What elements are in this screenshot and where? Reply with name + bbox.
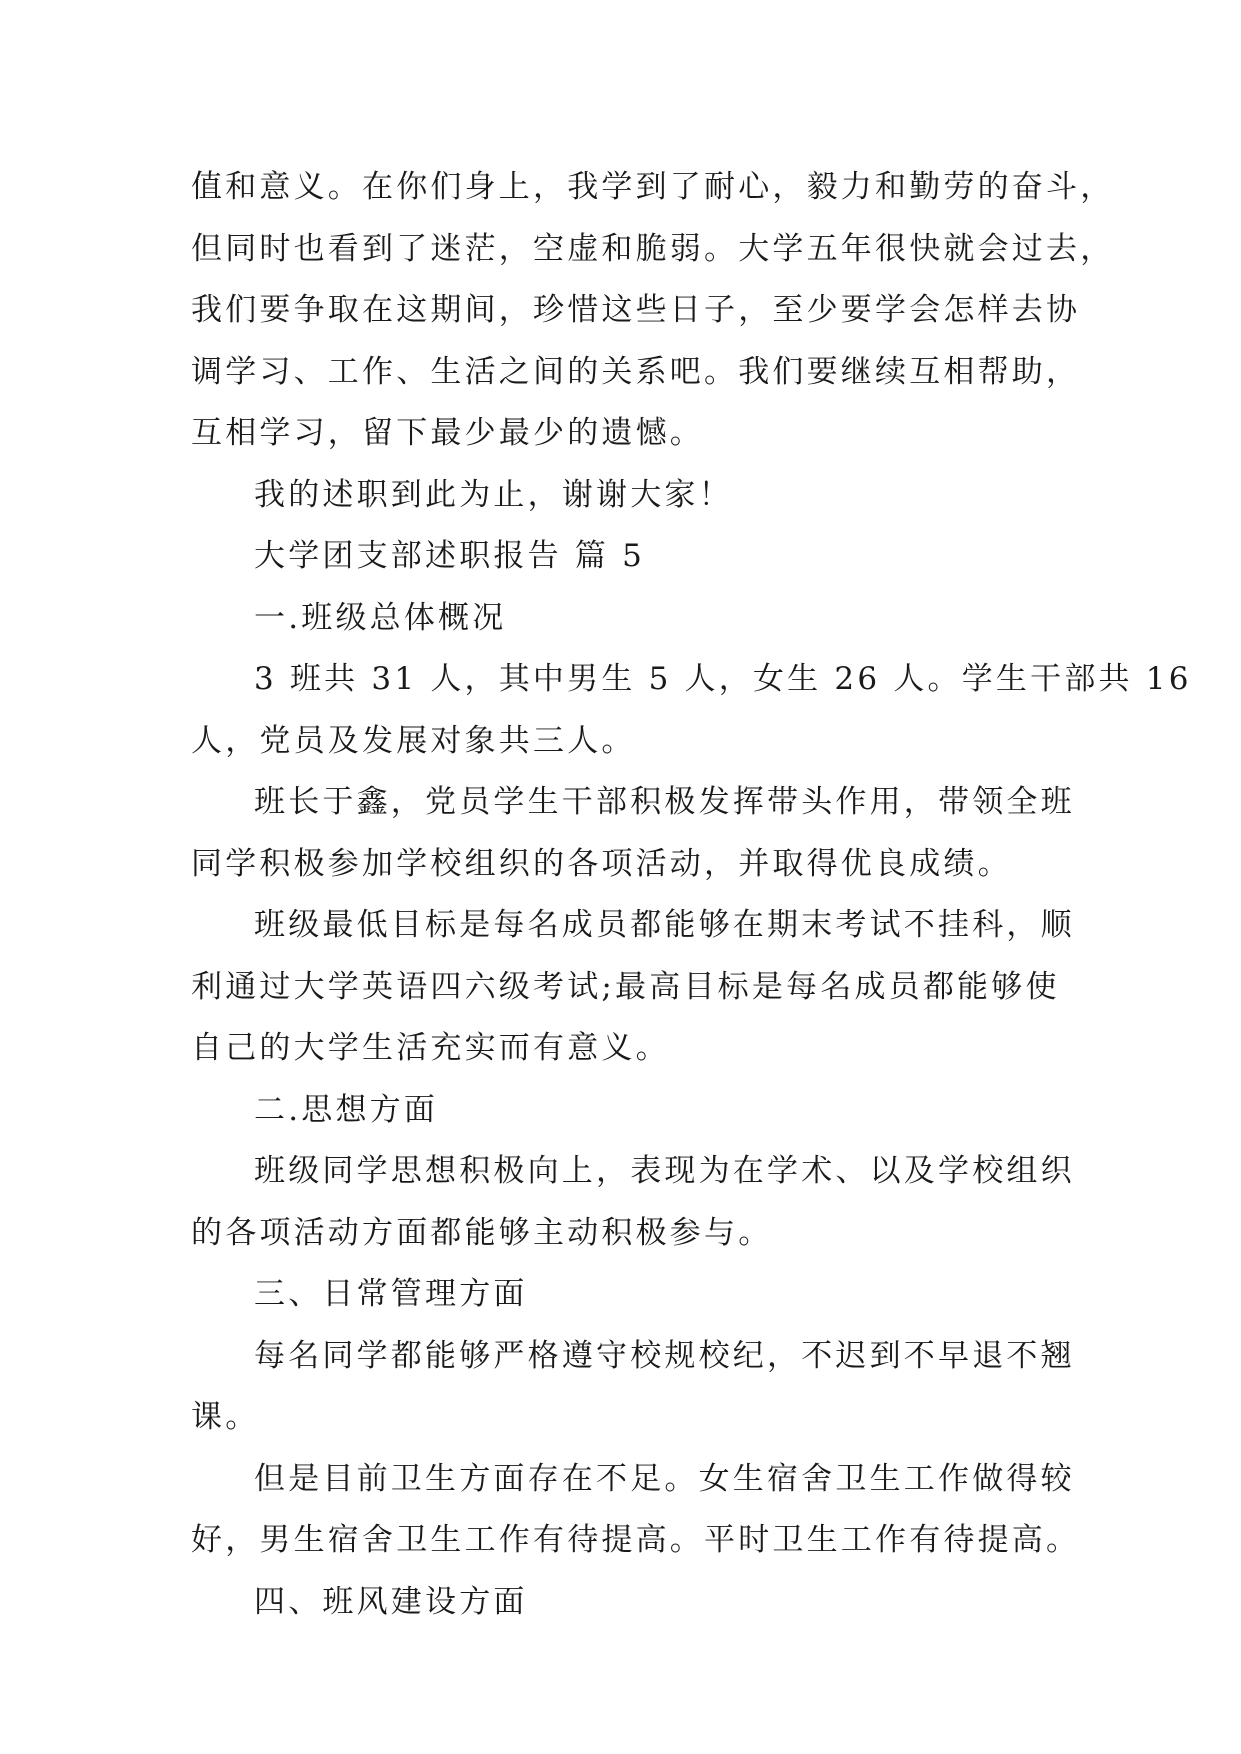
body-text-line: 值和意义。在你们身上，我学到了耐心，毅力和勤劳的奋斗， (191, 169, 1115, 205)
body-text-line: 3 班共 31 人，其中男生 5 人，女生 26 人。学生干部共 16 (254, 661, 1192, 697)
body-text-line: 互相学习，留下最少最少的遗憾。 (191, 415, 704, 451)
body-text-line: 但是目前卫生方面存在不足。女生宿舍卫生工作做得较 (254, 1460, 1075, 1497)
section-heading: 四、班风建设方面 (254, 1583, 528, 1620)
body-text-line: 班级最低目标是每名成员都能够在期末考试不挂科，顺 (254, 907, 1075, 943)
document-body (191, 157, 1192, 1633)
section-heading: 二.思想方面 (254, 1091, 439, 1128)
report-title: 大学团支部述职报告 篇 5 (254, 538, 646, 574)
body-text-line: 好，男生宿舍卫生工作有待提高。平时卫生工作有待提高。 (191, 1522, 1081, 1558)
section-heading: 三、日常管理方面 (254, 1276, 528, 1312)
body-text-line: 课。 (191, 1399, 260, 1435)
body-text-line: 的各项活动方面都能够主动积极参与。 (191, 1214, 773, 1251)
body-text-line: 每名同学都能够严格遵守校规校纪，不迟到不早退不翘 (254, 1337, 1075, 1374)
body-text-line: 班长于鑫，党员学生干部积极发挥带头作用，带领全班 (254, 784, 1075, 820)
body-text-line: 我们要争取在这期间，珍惜这些日子，至少要学会怎样去协 (191, 292, 1081, 328)
closing-remark: 我的述职到此为止，谢谢大家！ (254, 476, 733, 513)
body-text-line: 同学积极参加学校组织的各项活动，并取得优良成绩。 (191, 845, 1012, 882)
body-text-line: 调学习、工作、生活之间的关系吧。我们要继续互相帮助， (191, 353, 1081, 390)
body-text-line: 自己的大学生活充实而有意义。 (191, 1030, 670, 1066)
body-text-line: 利通过大学英语四六级考试;最高目标是每名成员都能够使 (191, 968, 1060, 1005)
section-heading: 一.班级总体概况 (254, 599, 507, 636)
body-text-line: 班级同学思想积极向上，表现为在学术、以及学校组织 (254, 1153, 1075, 1189)
body-text-line: 但同时也看到了迷茫，空虚和脆弱。大学五年很快就会过去， (191, 230, 1115, 267)
body-text-line: 人，党员及发展对象共三人。 (191, 722, 636, 759)
